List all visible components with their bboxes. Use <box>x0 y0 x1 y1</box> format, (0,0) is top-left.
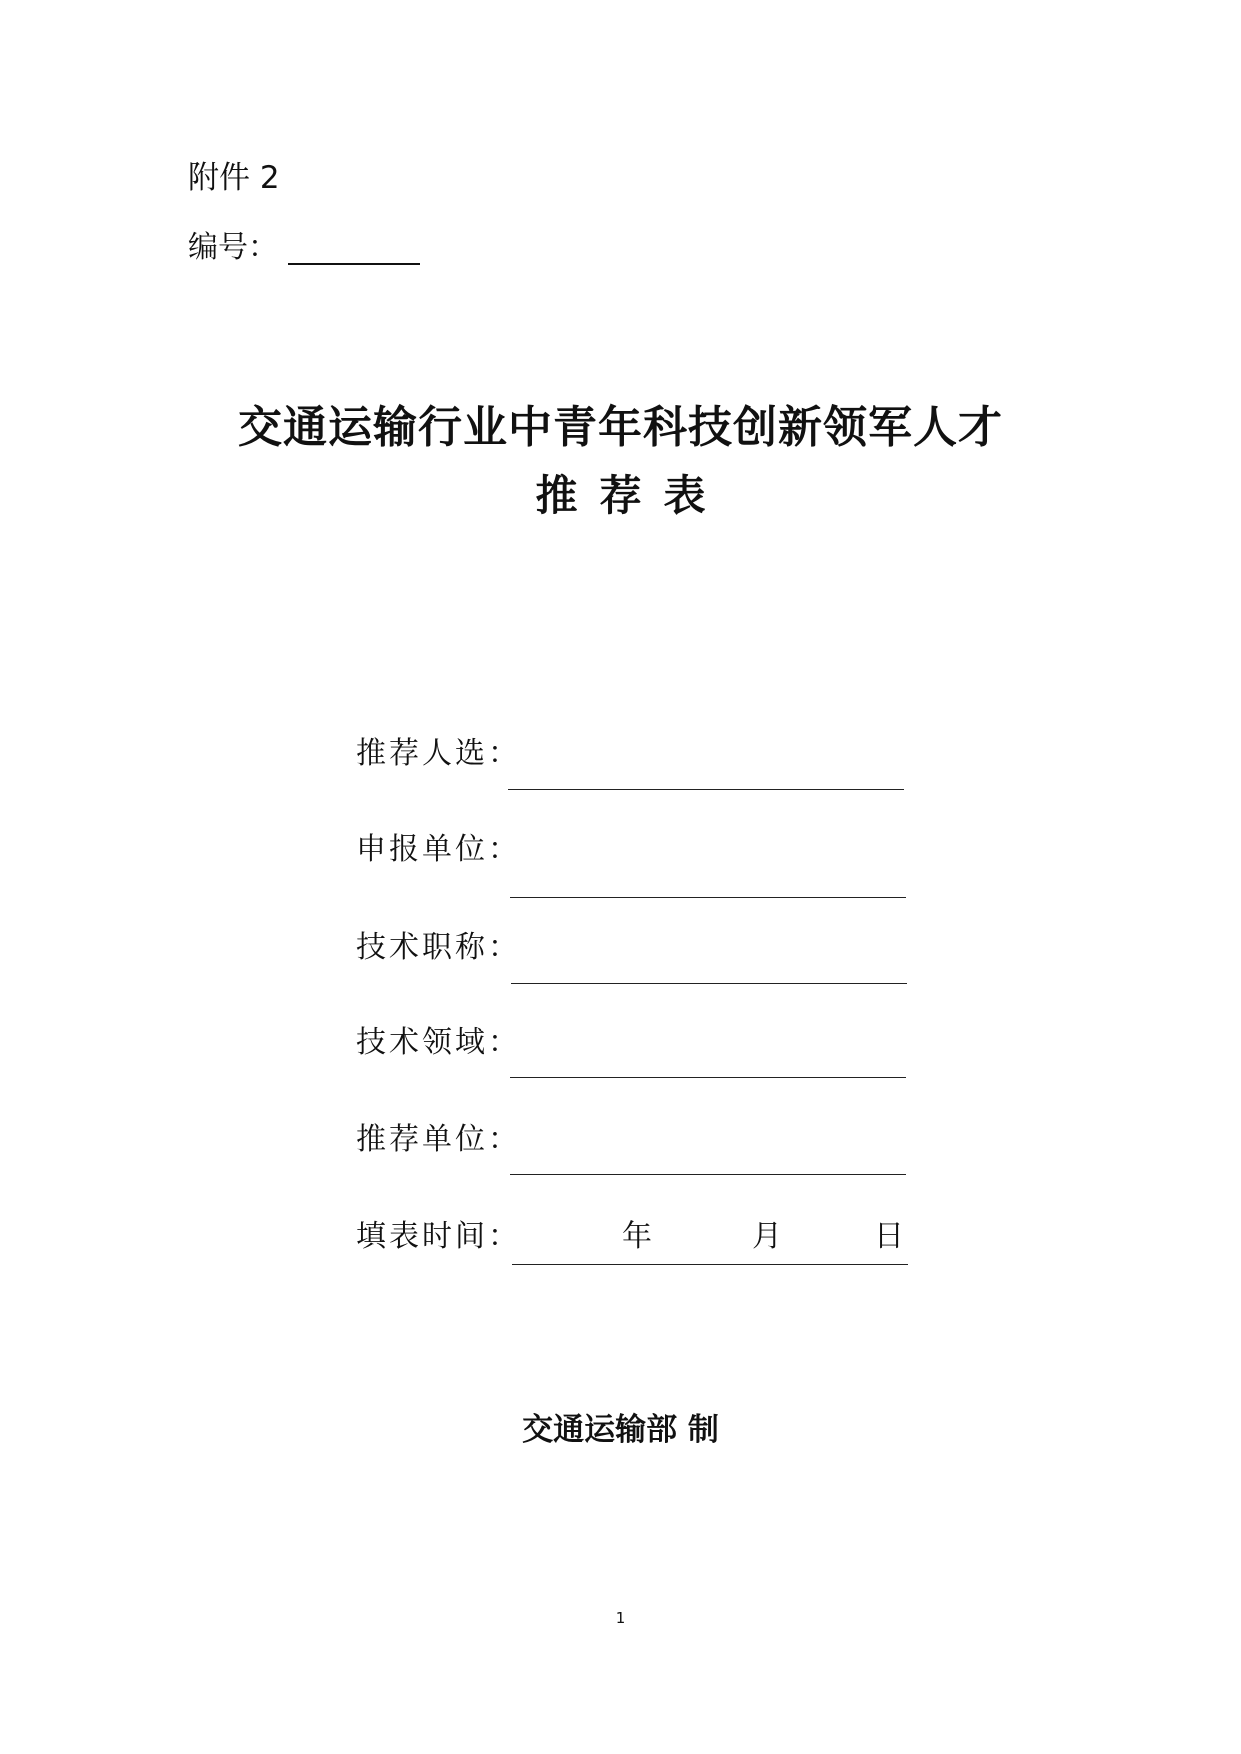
serial-number-blank[interactable] <box>288 263 420 265</box>
issuer-label: 交通运输部 制 <box>522 1412 719 1448</box>
field-label-applicant-unit: 申报单位： <box>356 832 521 867</box>
field-blank-technical-title[interactable] <box>511 983 907 984</box>
serial-number-label: 编号： <box>188 230 278 265</box>
date-year-label: 年 <box>622 1219 652 1254</box>
field-label-recommending-unit: 推荐单位： <box>356 1122 521 1157</box>
field-blank-fill-date[interactable] <box>512 1264 908 1265</box>
page-number: 1 <box>615 1609 626 1627</box>
attachment-label: 附件 2 <box>188 160 280 196</box>
field-label-candidate: 推荐人选： <box>356 736 521 771</box>
field-blank-candidate[interactable] <box>508 789 904 790</box>
field-label-technical-field: 技术领域： <box>356 1025 521 1060</box>
date-month-label: 月 <box>752 1219 782 1254</box>
field-blank-technical-field[interactable] <box>510 1077 906 1078</box>
field-label-technical-title: 技术职称： <box>356 930 521 965</box>
document-subtitle: 推荐表 <box>535 471 728 520</box>
document-title: 交通运输行业中青年科技创新领军人才 <box>238 402 1003 453</box>
date-day-label: 日 <box>874 1219 904 1254</box>
field-label-fill-date: 填表时间： <box>356 1219 521 1254</box>
field-blank-applicant-unit[interactable] <box>510 897 906 898</box>
field-blank-recommending-unit[interactable] <box>510 1174 906 1175</box>
